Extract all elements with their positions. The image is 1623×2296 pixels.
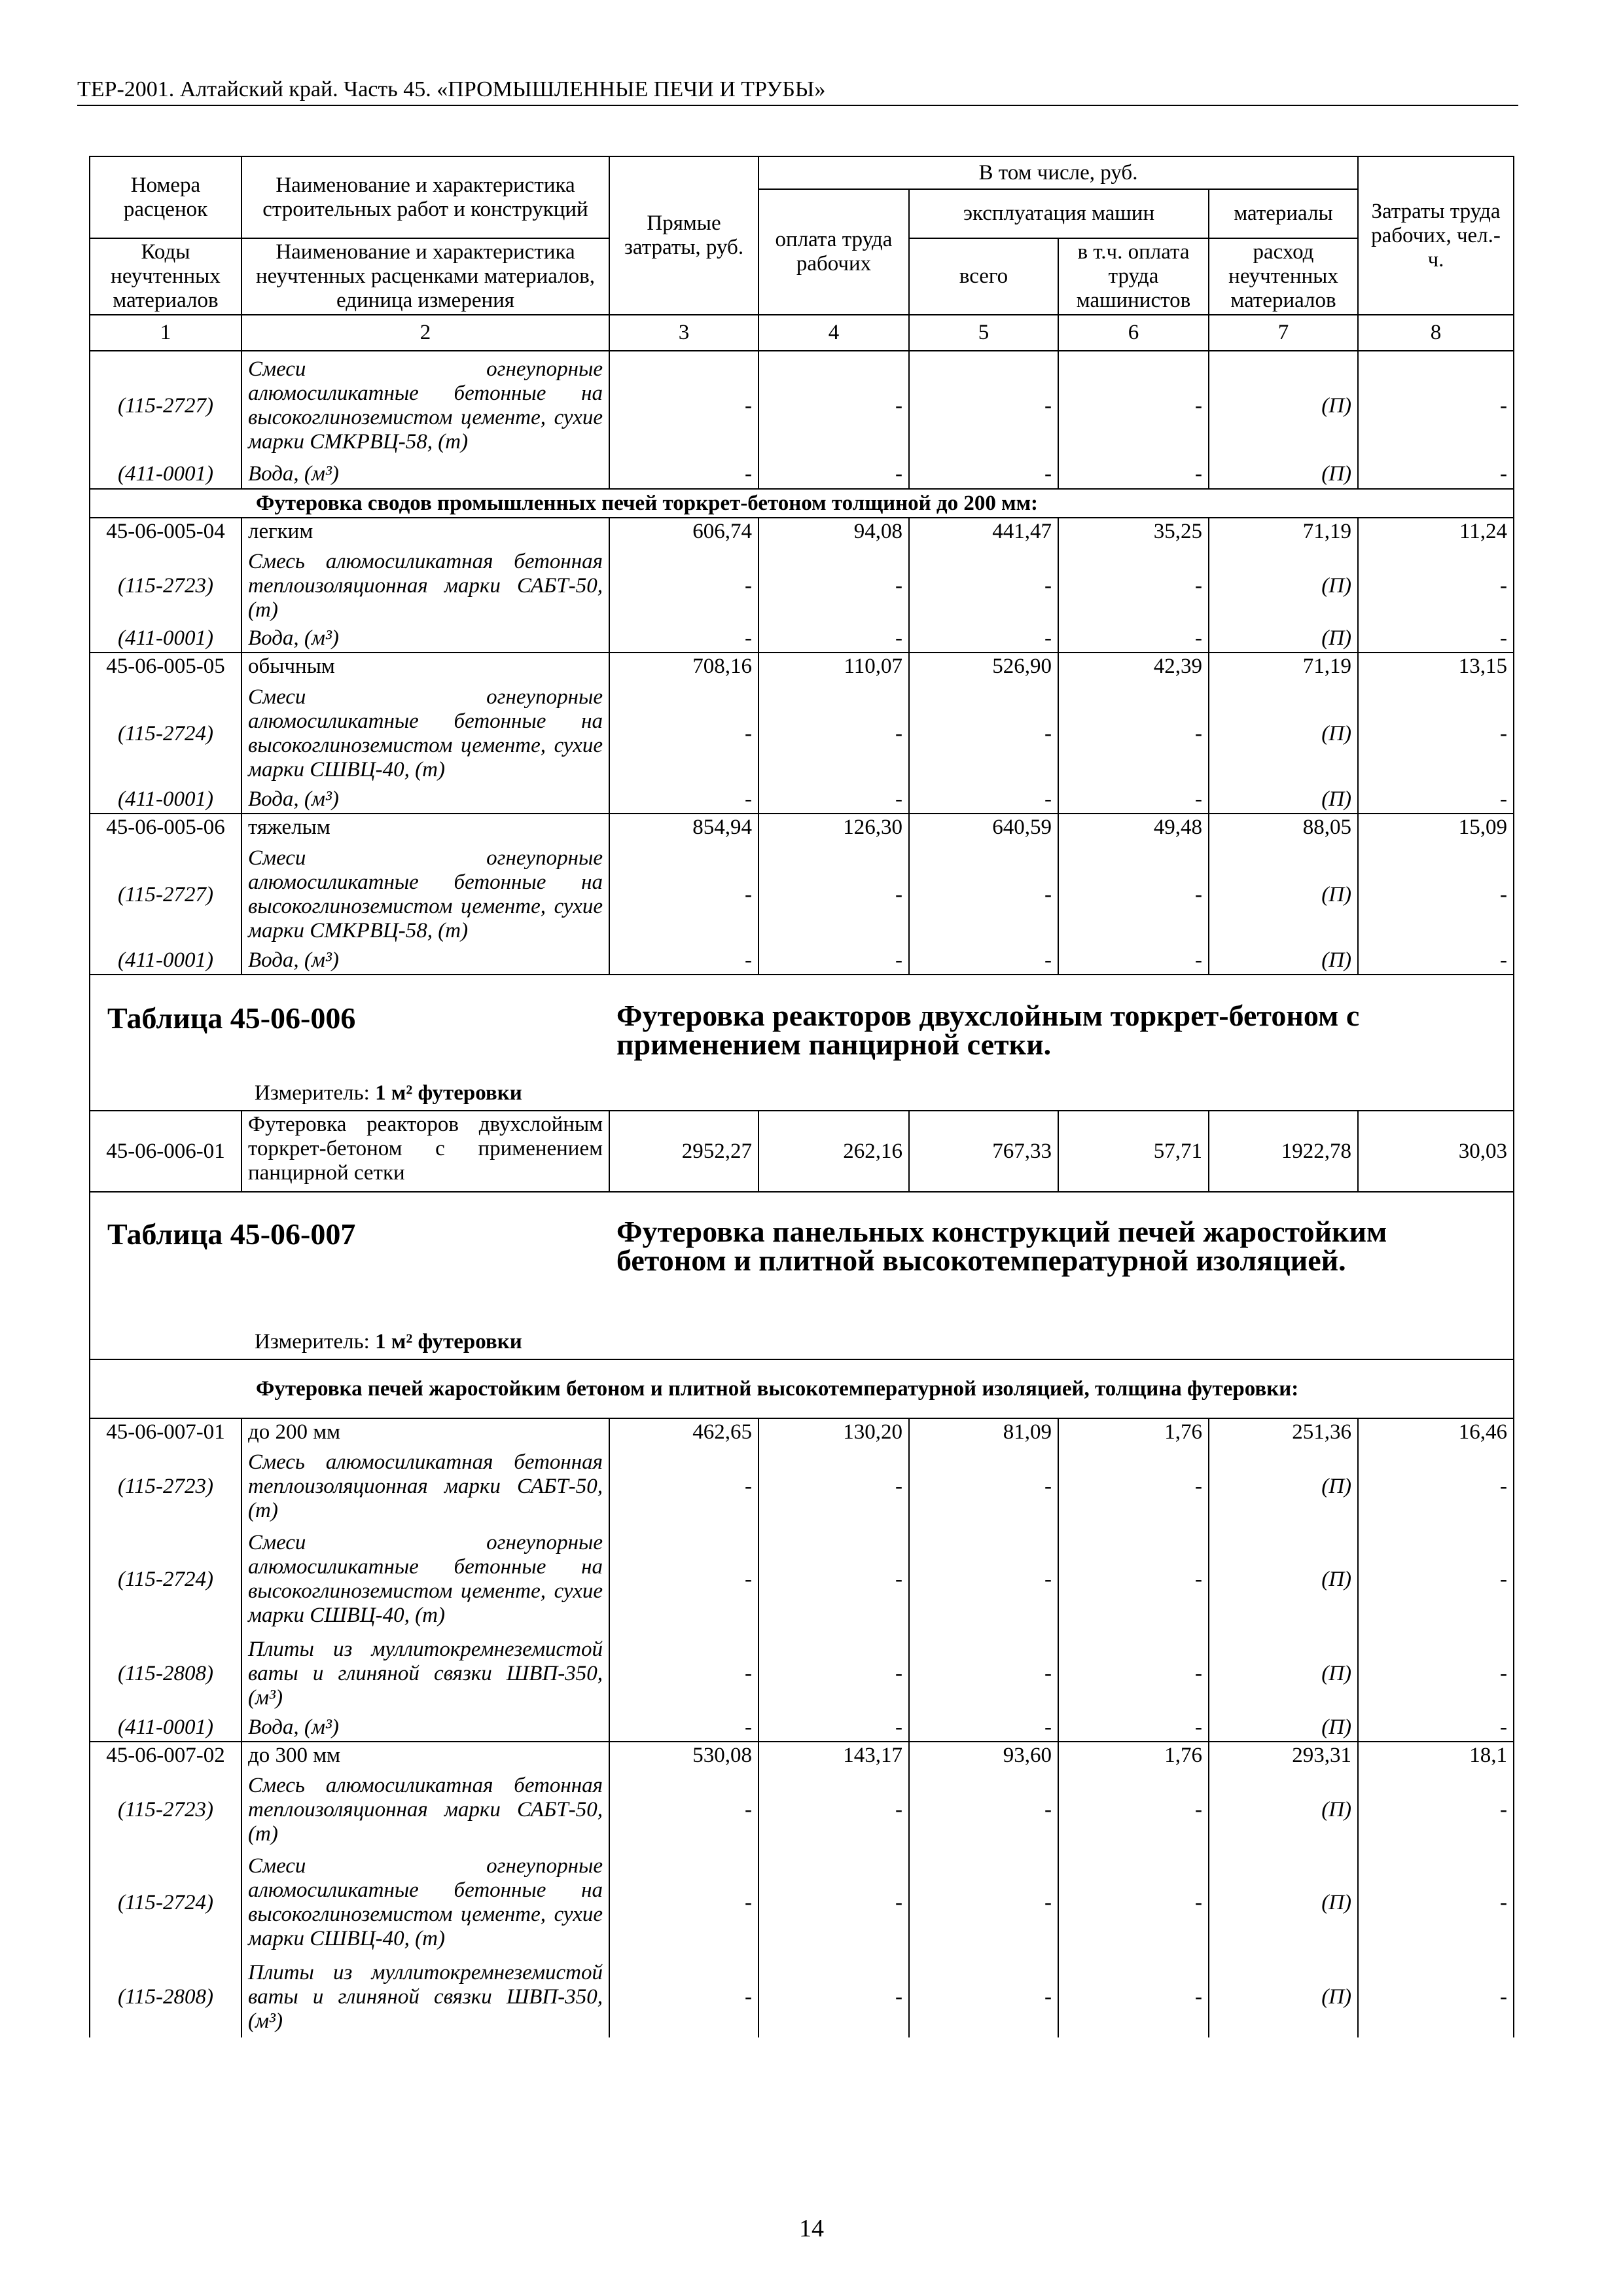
material-row — [90, 351, 1514, 460]
table-heading — [90, 975, 1514, 1111]
meter-prefix: Измеритель: — [255, 1081, 370, 1105]
col-number: 7 — [1209, 315, 1358, 351]
col-header-nomera: Номера расценок — [90, 156, 241, 238]
group-title: Футеровка печей жаростойким бетоном и плитной высокотемпературной изоляцией, толщина футеровки: — [90, 1359, 1514, 1418]
meter-unit: 1 м² футеровки — [375, 1081, 522, 1105]
material-row — [90, 547, 1514, 625]
table-meter — [255, 1081, 522, 1105]
material-name: Смеси огнеупорные алюмосиликатные бетонные на высокоглиноземистом цементе, сухие марки СШВЦ-40, (т) — [241, 681, 609, 786]
value-cell: - — [1058, 947, 1209, 975]
material-row — [90, 1770, 1514, 1849]
value-cell: - — [609, 681, 758, 786]
value-cell: 15,09 — [1358, 814, 1514, 842]
value-cell: - — [758, 1714, 909, 1742]
rate-row — [90, 1418, 1514, 1447]
material-code: (411-0001) — [90, 786, 241, 814]
value-cell: - — [758, 1849, 909, 1956]
table-heading — [90, 1192, 1514, 1359]
value-cell: 88,05 — [1209, 814, 1358, 842]
value-cell: - — [758, 1770, 909, 1849]
value-cell: (П) — [1209, 842, 1358, 947]
value-cell: - — [909, 947, 1058, 975]
rate-row — [90, 1742, 1514, 1770]
value-cell: - — [758, 547, 909, 625]
col-header-naimenovanie-neuchtennyh: Наименование и характеристика неучтенных расценками материалов, единица измерения — [241, 238, 609, 315]
value-cell: - — [1358, 460, 1514, 489]
value-cell: 526,90 — [909, 653, 1058, 681]
col-header-rashod: расход неучтенных материалов — [1209, 238, 1358, 315]
material-code: (411-0001) — [90, 1714, 241, 1742]
value-cell: - — [1058, 1770, 1209, 1849]
material-code: (115-2724) — [90, 1526, 241, 1633]
value-cell: - — [909, 681, 1058, 786]
value-cell: - — [1058, 1447, 1209, 1526]
value-cell: 71,19 — [1209, 518, 1358, 547]
value-cell: 71,19 — [1209, 653, 1358, 681]
value-cell: - — [909, 1526, 1058, 1633]
value-cell: 93,60 — [909, 1742, 1058, 1770]
value-cell: - — [609, 1770, 758, 1849]
material-name: Вода, (м³) — [241, 460, 609, 489]
col-header-v-tch: в т.ч. оплата труда машинистов — [1058, 238, 1209, 315]
value-cell: 1,76 — [1058, 1418, 1209, 1447]
value-cell: - — [1358, 1849, 1514, 1956]
rate-code: 45-06-005-05 — [90, 653, 241, 681]
value-cell: - — [1058, 1849, 1209, 1956]
value-cell: - — [1358, 1633, 1514, 1714]
value-cell: - — [609, 1956, 758, 2037]
table-label: Таблица 45-06-006 — [107, 1001, 356, 1035]
value-cell: - — [1058, 547, 1209, 625]
material-name: Вода, (м³) — [241, 1714, 609, 1742]
group-title: Футеровка сводов промышленных печей торкрет-бетоном толщиной до 200 мм: — [90, 489, 1514, 518]
rate-code: 45-06-007-02 — [90, 1742, 241, 1770]
rate-name: до 300 мм — [241, 1742, 609, 1770]
value-cell: 2952,27 — [609, 1111, 758, 1192]
rate-row — [90, 518, 1514, 547]
value-cell: - — [1058, 842, 1209, 947]
value-cell: - — [758, 1956, 909, 2037]
table-title: Футеровка реакторов двухслойным торкрет-бетоном с применением панцирной сетки. — [616, 999, 1360, 1061]
value-cell: - — [609, 625, 758, 653]
value-cell: (П) — [1209, 1956, 1358, 2037]
col-number: 1 — [90, 315, 241, 351]
value-cell: - — [609, 1633, 758, 1714]
material-name: Смеси огнеупорные алюмосиликатные бетонные на высокоглиноземистом цементе, сухие марки СМКРВЦ-58, (т) — [241, 351, 609, 460]
value-cell: 35,25 — [1058, 518, 1209, 547]
value-cell: 130,20 — [758, 1418, 909, 1447]
material-row — [90, 460, 1514, 489]
value-cell: - — [1358, 1770, 1514, 1849]
material-code: (411-0001) — [90, 625, 241, 653]
value-cell: 606,74 — [609, 518, 758, 547]
material-row — [90, 1956, 1514, 2037]
value-cell: 16,46 — [1358, 1418, 1514, 1447]
value-cell: (П) — [1209, 947, 1358, 975]
col-header-pryamye: Прямые затраты, руб. — [609, 156, 758, 315]
value-cell: 13,15 — [1358, 653, 1514, 681]
value-cell: - — [1358, 786, 1514, 814]
material-code: (115-2727) — [90, 842, 241, 947]
material-row — [90, 947, 1514, 975]
col-header-naimenovanie: Наименование и характеристика строительных работ и конструкций — [241, 156, 609, 238]
material-code: (411-0001) — [90, 460, 241, 489]
value-cell: 18,1 — [1358, 1742, 1514, 1770]
value-cell: - — [609, 460, 758, 489]
value-cell: - — [1358, 947, 1514, 975]
group-row — [90, 1359, 1514, 1418]
value-cell: 262,16 — [758, 1111, 909, 1192]
value-cell: (П) — [1209, 786, 1358, 814]
material-name: Плиты из муллитокремнеземистой ваты и глиняной связки ШВП-350, (м³) — [241, 1956, 609, 2037]
value-cell: 1,76 — [1058, 1742, 1209, 1770]
value-cell: 49,48 — [1058, 814, 1209, 842]
value-cell: - — [909, 1956, 1058, 2037]
value-cell: - — [609, 547, 758, 625]
col-header-kody: Коды неучтенных материалов — [90, 238, 241, 315]
value-cell: - — [1058, 351, 1209, 460]
rate-name: тяжелым — [241, 814, 609, 842]
value-cell: - — [1058, 1714, 1209, 1742]
value-cell: 767,33 — [909, 1111, 1058, 1192]
value-cell: - — [1358, 1447, 1514, 1526]
rate-code: 45-06-007-01 — [90, 1418, 241, 1447]
col-number: 4 — [758, 315, 909, 351]
value-cell: (П) — [1209, 1849, 1358, 1956]
value-cell: (П) — [1209, 1714, 1358, 1742]
value-cell: - — [1358, 842, 1514, 947]
value-cell: - — [609, 947, 758, 975]
value-cell: - — [758, 351, 909, 460]
value-cell: - — [758, 786, 909, 814]
rate-name: до 200 мм — [241, 1418, 609, 1447]
value-cell: - — [909, 351, 1058, 460]
value-cell: - — [1358, 351, 1514, 460]
material-code: (115-2808) — [90, 1633, 241, 1714]
col-header-materialy: материалы — [1209, 189, 1358, 238]
material-row — [90, 1447, 1514, 1526]
value-cell: 110,07 — [758, 653, 909, 681]
rate-row — [90, 653, 1514, 681]
value-cell: - — [909, 625, 1058, 653]
rate-code: 45-06-006-01 — [90, 1111, 241, 1192]
material-name: Смеси огнеупорные алюмосиликатные бетонные на высокоглиноземистом цементе, сухие марки СШВЦ-40, (т) — [241, 1526, 609, 1633]
value-cell: - — [758, 625, 909, 653]
value-cell: (П) — [1209, 1633, 1358, 1714]
value-cell: 57,71 — [1058, 1111, 1209, 1192]
col-number: 5 — [909, 315, 1058, 351]
material-name: Вода, (м³) — [241, 786, 609, 814]
col-number: 8 — [1358, 315, 1514, 351]
value-cell: - — [758, 1447, 909, 1526]
material-row — [90, 1526, 1514, 1633]
value-cell: - — [609, 351, 758, 460]
value-cell: - — [1058, 786, 1209, 814]
value-cell: - — [609, 786, 758, 814]
page-number: 14 — [799, 2215, 824, 2242]
value-cell: (П) — [1209, 681, 1358, 786]
material-name: Смеси огнеупорные алюмосиликатные бетонные на высокоглиноземистом цементе, сухие марки СШВЦ-40, (т) — [241, 1849, 609, 1956]
value-cell: - — [609, 1849, 758, 1956]
value-cell: (П) — [1209, 625, 1358, 653]
value-cell: - — [758, 1633, 909, 1714]
value-cell: - — [1058, 625, 1209, 653]
col-header-ekspluataciya: эксплуатация машин — [909, 189, 1209, 238]
value-cell: - — [909, 786, 1058, 814]
col-header-vsego: всего — [909, 238, 1058, 315]
value-cell: - — [1058, 1526, 1209, 1633]
value-cell: - — [909, 1447, 1058, 1526]
header-rule — [77, 105, 1518, 106]
material-row — [90, 1849, 1514, 1956]
value-cell: 530,08 — [609, 1742, 758, 1770]
value-cell: - — [758, 681, 909, 786]
material-code: (115-2723) — [90, 1770, 241, 1849]
value-cell: 293,31 — [1209, 1742, 1358, 1770]
table-meter — [255, 1330, 522, 1354]
material-name: Вода, (м³) — [241, 947, 609, 975]
col-header-v-tom-chisle: В том числе, руб. — [758, 156, 1358, 189]
value-cell: - — [909, 1633, 1058, 1714]
value-cell: - — [609, 1526, 758, 1633]
value-cell: 251,36 — [1209, 1418, 1358, 1447]
value-cell: - — [609, 842, 758, 947]
value-cell: - — [758, 1526, 909, 1633]
value-cell: 81,09 — [909, 1418, 1058, 1447]
value-cell: - — [1058, 1633, 1209, 1714]
value-cell: 640,59 — [909, 814, 1058, 842]
value-cell: 854,94 — [609, 814, 758, 842]
material-row — [90, 842, 1514, 947]
group-row — [90, 489, 1514, 518]
value-cell: 42,39 — [1058, 653, 1209, 681]
value-cell: (П) — [1209, 1526, 1358, 1633]
value-cell: - — [1358, 1714, 1514, 1742]
value-cell: 441,47 — [909, 518, 1058, 547]
value-cell: (П) — [1209, 351, 1358, 460]
header-title: ТЕР-2001. Алтайский край. Часть 45. «ПРОМЫШЛЕННЫЕ ПЕЧИ И ТРУБЫ» — [77, 77, 826, 101]
meter-unit: 1 м² футеровки — [375, 1330, 522, 1354]
material-name: Смесь алюмосиликатная бетонная теплоизоляционная марки САБТ-50, (т) — [241, 547, 609, 625]
material-code: (115-2727) — [90, 351, 241, 460]
material-name: Смесь алюмосиликатная бетонная теплоизоляционная марки САБТ-50, (т) — [241, 1770, 609, 1849]
material-name: Смеси огнеупорные алюмосиликатные бетонные на высокоглиноземистом цементе, сухие марки СМКРВЦ-58, (т) — [241, 842, 609, 947]
col-number: 6 — [1058, 315, 1209, 351]
value-cell: 126,30 — [758, 814, 909, 842]
col-header-zatraty: Затраты труда рабочих, чел.-ч. — [1358, 156, 1514, 315]
material-row — [90, 681, 1514, 786]
value-cell: - — [1358, 681, 1514, 786]
material-row — [90, 1633, 1514, 1714]
table-label: Таблица 45-06-007 — [107, 1217, 356, 1251]
meter-prefix: Измеритель: — [255, 1330, 370, 1354]
material-code: (115-2724) — [90, 681, 241, 786]
value-cell: - — [1058, 681, 1209, 786]
value-cell: - — [1358, 1526, 1514, 1633]
value-cell: - — [909, 547, 1058, 625]
rate-row — [90, 1111, 1514, 1192]
value-cell: - — [1058, 460, 1209, 489]
value-cell: - — [758, 460, 909, 489]
rate-name: легким — [241, 518, 609, 547]
material-row — [90, 1714, 1514, 1742]
material-name: Плиты из муллитокремнеземистой ваты и глиняной связки ШВП-350, (м³) — [241, 1633, 609, 1714]
col-number: 2 — [241, 315, 609, 351]
value-cell: - — [909, 1849, 1058, 1956]
value-cell: - — [1358, 625, 1514, 653]
table-title: Футеровка панельных конструкций печей жаростойким бетоном и плитной высокотемпературной изоляцией. — [616, 1215, 1387, 1277]
rate-name: обычным — [241, 653, 609, 681]
col-header-oplata: оплата труда рабочих — [758, 189, 909, 315]
value-cell: (П) — [1209, 1447, 1358, 1526]
value-cell: 462,65 — [609, 1418, 758, 1447]
value-cell: (П) — [1209, 460, 1358, 489]
col-number: 3 — [609, 315, 758, 351]
value-cell: 94,08 — [758, 518, 909, 547]
rate-name: Футеровка реакторов двухслойным торкрет-бетоном с применением панцирной сетки — [241, 1111, 609, 1192]
value-cell: (П) — [1209, 547, 1358, 625]
material-name: Вода, (м³) — [241, 625, 609, 653]
material-name: Смесь алюмосиликатная бетонная теплоизоляционная марки САБТ-50, (т) — [241, 1447, 609, 1526]
value-cell: - — [1058, 1956, 1209, 2037]
value-cell: - — [909, 842, 1058, 947]
value-cell: - — [1358, 1956, 1514, 2037]
rate-row — [90, 814, 1514, 842]
material-row — [90, 625, 1514, 653]
rate-code: 45-06-005-04 — [90, 518, 241, 547]
value-cell: 30,03 — [1358, 1111, 1514, 1192]
material-row — [90, 786, 1514, 814]
material-code: (115-2724) — [90, 1849, 241, 1956]
value-cell: - — [758, 842, 909, 947]
value-cell: (П) — [1209, 1770, 1358, 1849]
value-cell: - — [909, 460, 1058, 489]
material-code: (411-0001) — [90, 947, 241, 975]
rate-code: 45-06-005-06 — [90, 814, 241, 842]
material-code: (115-2723) — [90, 1447, 241, 1526]
rates-table — [89, 156, 1514, 2037]
material-code: (115-2723) — [90, 547, 241, 625]
value-cell: - — [609, 1447, 758, 1526]
value-cell: 708,16 — [609, 653, 758, 681]
value-cell: - — [909, 1770, 1058, 1849]
value-cell: 143,17 — [758, 1742, 909, 1770]
value-cell: 11,24 — [1358, 518, 1514, 547]
value-cell: - — [609, 1714, 758, 1742]
value-cell: - — [758, 947, 909, 975]
value-cell: - — [1358, 547, 1514, 625]
value-cell: 1922,78 — [1209, 1111, 1358, 1192]
value-cell: - — [909, 1714, 1058, 1742]
material-code: (115-2808) — [90, 1956, 241, 2037]
